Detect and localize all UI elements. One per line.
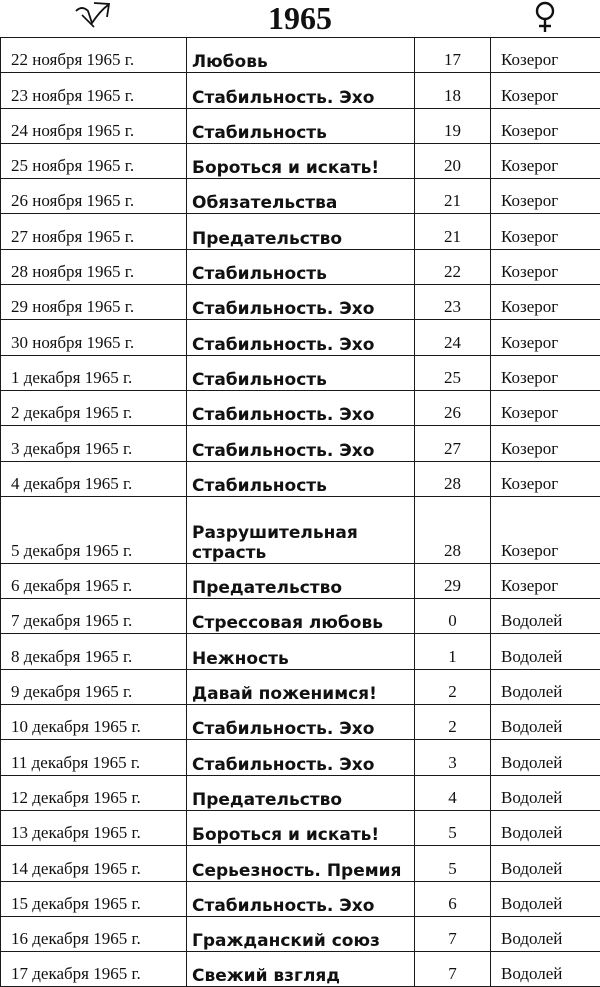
- date-cell: 16 декабря 1965 г.: [1, 916, 187, 951]
- date-cell: 6 декабря 1965 г.: [1, 563, 187, 598]
- date-cell: 5 декабря 1965 г.: [1, 496, 187, 563]
- degree-cell: 24: [415, 320, 491, 355]
- sign-cell: Козерог: [491, 426, 600, 461]
- date-cell: 23 ноября 1965 г.: [1, 73, 187, 108]
- date-cell: 26 ноября 1965 г.: [1, 179, 187, 214]
- table-row: [1, 810, 600, 845]
- name-cell: Стабильность. Эхо: [187, 881, 415, 916]
- degree-cell: 27: [415, 426, 491, 461]
- name-cell: Бороться и искать!: [187, 810, 415, 845]
- name-cell: Предательство: [187, 775, 415, 810]
- date-cell: 22 ноября 1965 г.: [1, 38, 187, 73]
- name-cell: Стабильность: [187, 249, 415, 284]
- degree-cell: 18: [415, 73, 491, 108]
- table-row: [1, 108, 600, 143]
- name-cell: Гражданский союз: [187, 916, 415, 951]
- degree-cell: 3: [415, 740, 491, 775]
- name-cell: Стабильность: [187, 355, 415, 390]
- name-cell: Стабильность. Эхо: [187, 320, 415, 355]
- degree-cell: 7: [415, 952, 491, 987]
- table-row: [1, 669, 600, 704]
- name-cell: Обязательства: [187, 179, 415, 214]
- table-row: [1, 320, 600, 355]
- name-cell: Стабильность: [187, 461, 415, 496]
- table-row: [1, 355, 600, 390]
- table-row: [1, 952, 600, 987]
- degree-cell: 29: [415, 563, 491, 598]
- date-cell: 7 декабря 1965 г.: [1, 599, 187, 634]
- degree-cell: 4: [415, 775, 491, 810]
- venus-icon: [530, 0, 560, 34]
- name-cell: Предательство: [187, 214, 415, 249]
- year-title: 1965: [0, 0, 600, 38]
- table-row: [1, 179, 600, 214]
- date-cell: 8 декабря 1965 г.: [1, 634, 187, 669]
- degree-cell: 0: [415, 599, 491, 634]
- date-cell: 1 декабря 1965 г.: [1, 355, 187, 390]
- sign-cell: Козерог: [491, 496, 600, 563]
- date-cell: 24 ноября 1965 г.: [1, 108, 187, 143]
- table-row: [1, 285, 600, 320]
- degree-cell: 20: [415, 143, 491, 178]
- degree-cell: 26: [415, 390, 491, 425]
- date-cell: 29 ноября 1965 г.: [1, 285, 187, 320]
- degree-cell: 2: [415, 705, 491, 740]
- sign-cell: Козерог: [491, 320, 600, 355]
- sign-cell: Козерог: [491, 563, 600, 598]
- sign-cell: Козерог: [491, 73, 600, 108]
- degree-cell: 2: [415, 669, 491, 704]
- sign-cell: Козерог: [491, 108, 600, 143]
- date-cell: 25 ноября 1965 г.: [1, 143, 187, 178]
- sign-cell: Козерог: [491, 143, 600, 178]
- table-row: [1, 249, 600, 284]
- name-cell: Предательство: [187, 563, 415, 598]
- table-row: [1, 599, 600, 634]
- degree-cell: 5: [415, 810, 491, 845]
- table-row: [1, 143, 600, 178]
- name-cell: Стабильность. Эхо: [187, 705, 415, 740]
- sign-cell: Водолей: [491, 599, 600, 634]
- date-cell: 12 декабря 1965 г.: [1, 775, 187, 810]
- sign-cell: Водолей: [491, 740, 600, 775]
- sign-cell: Козерог: [491, 179, 600, 214]
- sign-cell: Козерог: [491, 249, 600, 284]
- table-row: [1, 775, 600, 810]
- name-cell: Стабильность. Эхо: [187, 285, 415, 320]
- name-cell: Стабильность. Эхо: [187, 426, 415, 461]
- date-cell: 28 ноября 1965 г.: [1, 249, 187, 284]
- name-cell: Серьезность. Премия: [187, 846, 415, 881]
- name-cell: Давай поженимся!: [187, 669, 415, 704]
- degree-cell: 25: [415, 355, 491, 390]
- degree-cell: 17: [415, 38, 491, 73]
- date-cell: 15 декабря 1965 г.: [1, 881, 187, 916]
- table-row: [1, 38, 600, 73]
- degree-cell: 6: [415, 881, 491, 916]
- table-row: [1, 390, 600, 425]
- name-cell: Нежность: [187, 634, 415, 669]
- date-cell: 11 декабря 1965 г.: [1, 740, 187, 775]
- sign-cell: Козерог: [491, 390, 600, 425]
- table-row: [1, 426, 600, 461]
- name-cell: Бороться и искать!: [187, 143, 415, 178]
- sign-cell: Козерог: [491, 285, 600, 320]
- sign-cell: Водолей: [491, 775, 600, 810]
- table-row: [1, 214, 600, 249]
- date-cell: 13 декабря 1965 г.: [1, 810, 187, 845]
- name-cell: Стабильность: [187, 108, 415, 143]
- degree-cell: 1: [415, 634, 491, 669]
- name-cell: Стабильность. Эхо: [187, 73, 415, 108]
- degree-cell: 19: [415, 108, 491, 143]
- table-row: [1, 634, 600, 669]
- table-row: [1, 740, 600, 775]
- degree-cell: 23: [415, 285, 491, 320]
- degree-cell: 22: [415, 249, 491, 284]
- calendar-table: [0, 37, 600, 987]
- degree-cell: 7: [415, 916, 491, 951]
- sign-cell: Козерог: [491, 355, 600, 390]
- date-cell: 3 декабря 1965 г.: [1, 426, 187, 461]
- date-cell: 30 ноября 1965 г.: [1, 320, 187, 355]
- table-row: [1, 916, 600, 951]
- degree-cell: 21: [415, 179, 491, 214]
- name-cell: Стабильность. Эхо: [187, 390, 415, 425]
- page-header: [0, 0, 600, 37]
- name-cell: Разрушительная страсть: [187, 496, 415, 563]
- table-row: [1, 73, 600, 108]
- degree-cell: 5: [415, 846, 491, 881]
- degree-cell: 28: [415, 496, 491, 563]
- name-cell: Любовь: [187, 38, 415, 73]
- degree-cell: 28: [415, 461, 491, 496]
- sign-cell: Водолей: [491, 846, 600, 881]
- sign-cell: Водолей: [491, 634, 600, 669]
- sign-cell: Козерог: [491, 214, 600, 249]
- name-cell: Свежий взгляд: [187, 952, 415, 987]
- table-row: [1, 846, 600, 881]
- date-cell: 27 ноября 1965 г.: [1, 214, 187, 249]
- date-cell: 17 декабря 1965 г.: [1, 952, 187, 987]
- name-cell: Стрессовая любовь: [187, 599, 415, 634]
- degree-cell: 21: [415, 214, 491, 249]
- table-row: [1, 705, 600, 740]
- sign-cell: Водолей: [491, 952, 600, 987]
- date-cell: 14 декабря 1965 г.: [1, 846, 187, 881]
- sign-cell: Водолей: [491, 881, 600, 916]
- name-cell: Стабильность. Эхо: [187, 740, 415, 775]
- table-row: [1, 461, 600, 496]
- sign-cell: Водолей: [491, 669, 600, 704]
- table-row: [1, 881, 600, 916]
- sign-cell: Водолей: [491, 810, 600, 845]
- table-row: [1, 496, 600, 563]
- calendar-body: [1, 38, 600, 987]
- date-cell: 10 декабря 1965 г.: [1, 705, 187, 740]
- date-cell: 2 декабря 1965 г.: [1, 390, 187, 425]
- sign-cell: Козерог: [491, 38, 600, 73]
- sign-cell: Козерог: [491, 461, 600, 496]
- sign-cell: Водолей: [491, 916, 600, 951]
- date-cell: 4 декабря 1965 г.: [1, 461, 187, 496]
- table-row: [1, 563, 600, 598]
- date-cell: 9 декабря 1965 г.: [1, 669, 187, 704]
- sign-cell: Водолей: [491, 705, 600, 740]
